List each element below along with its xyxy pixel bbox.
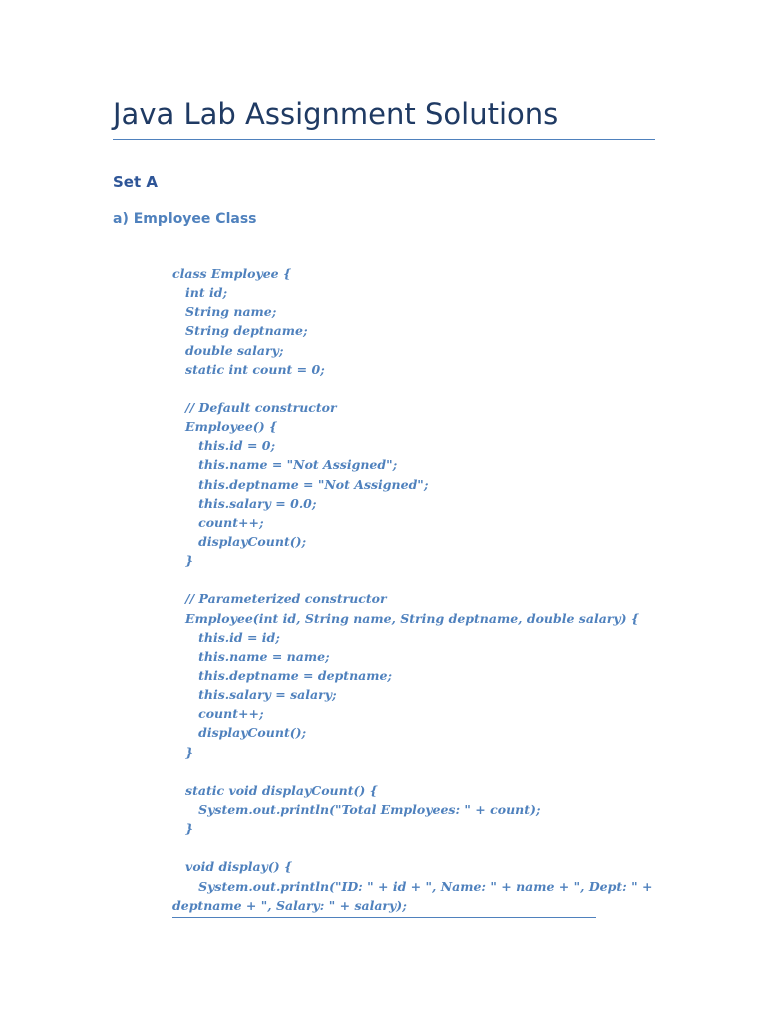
code-line: class Employee {	[172, 266, 292, 281]
code-line: int id;	[172, 285, 228, 301]
code-line: displayCount();	[172, 725, 307, 741]
code-line: count++;	[172, 706, 264, 722]
code-line: this.name = name;	[172, 648, 330, 664]
code-line: Employee(int id, String name, String deptname, double salary) {	[172, 610, 639, 626]
code-line: displayCount();	[172, 533, 307, 549]
code-line: this.name = "Not Assigned";	[172, 457, 398, 473]
code-block	[172, 264, 653, 915]
code-line	[172, 838, 602, 857]
title-divider	[113, 139, 655, 140]
code-line: this.salary = salary;	[172, 687, 337, 703]
code-line: this.deptname = deptname;	[172, 667, 393, 683]
code-line: }	[172, 744, 194, 760]
code-line: this.id = id;	[172, 629, 280, 645]
subsection-heading: a) Employee Class	[113, 211, 257, 227]
code-line	[172, 570, 602, 589]
code-line: static int count = 0;	[172, 361, 325, 377]
code-line: }	[172, 553, 194, 569]
code-line: String deptname;	[172, 323, 308, 339]
code-line: void display() {	[172, 859, 293, 875]
code-line	[172, 762, 602, 781]
code-line: // Parameterized constructor	[172, 591, 387, 607]
code-line: String name;	[172, 304, 277, 320]
section-heading: Set A	[113, 173, 158, 191]
code-block-divider	[172, 917, 596, 918]
code-line: deptname + ", Salary: " + salary);	[172, 897, 407, 913]
code-line: System.out.println("ID: " + id + ", Name: " + name + ", Dept: " +	[172, 878, 653, 894]
code-line: Employee() {	[172, 419, 278, 435]
code-line	[172, 379, 602, 398]
page-title: Java Lab Assignment Solutions	[113, 97, 559, 131]
code-line: this.deptname = "Not Assigned";	[172, 476, 429, 492]
code-line: static void displayCount() {	[172, 782, 378, 798]
code-line: System.out.println("Total Employees: " + count);	[172, 801, 541, 817]
code-line: // Default constructor	[172, 399, 337, 415]
code-line: this.salary = 0.0;	[172, 495, 317, 511]
code-line: double salary;	[172, 342, 284, 358]
code-line: this.id = 0;	[172, 438, 276, 454]
code-line: count++;	[172, 514, 264, 530]
code-line: }	[172, 821, 194, 837]
